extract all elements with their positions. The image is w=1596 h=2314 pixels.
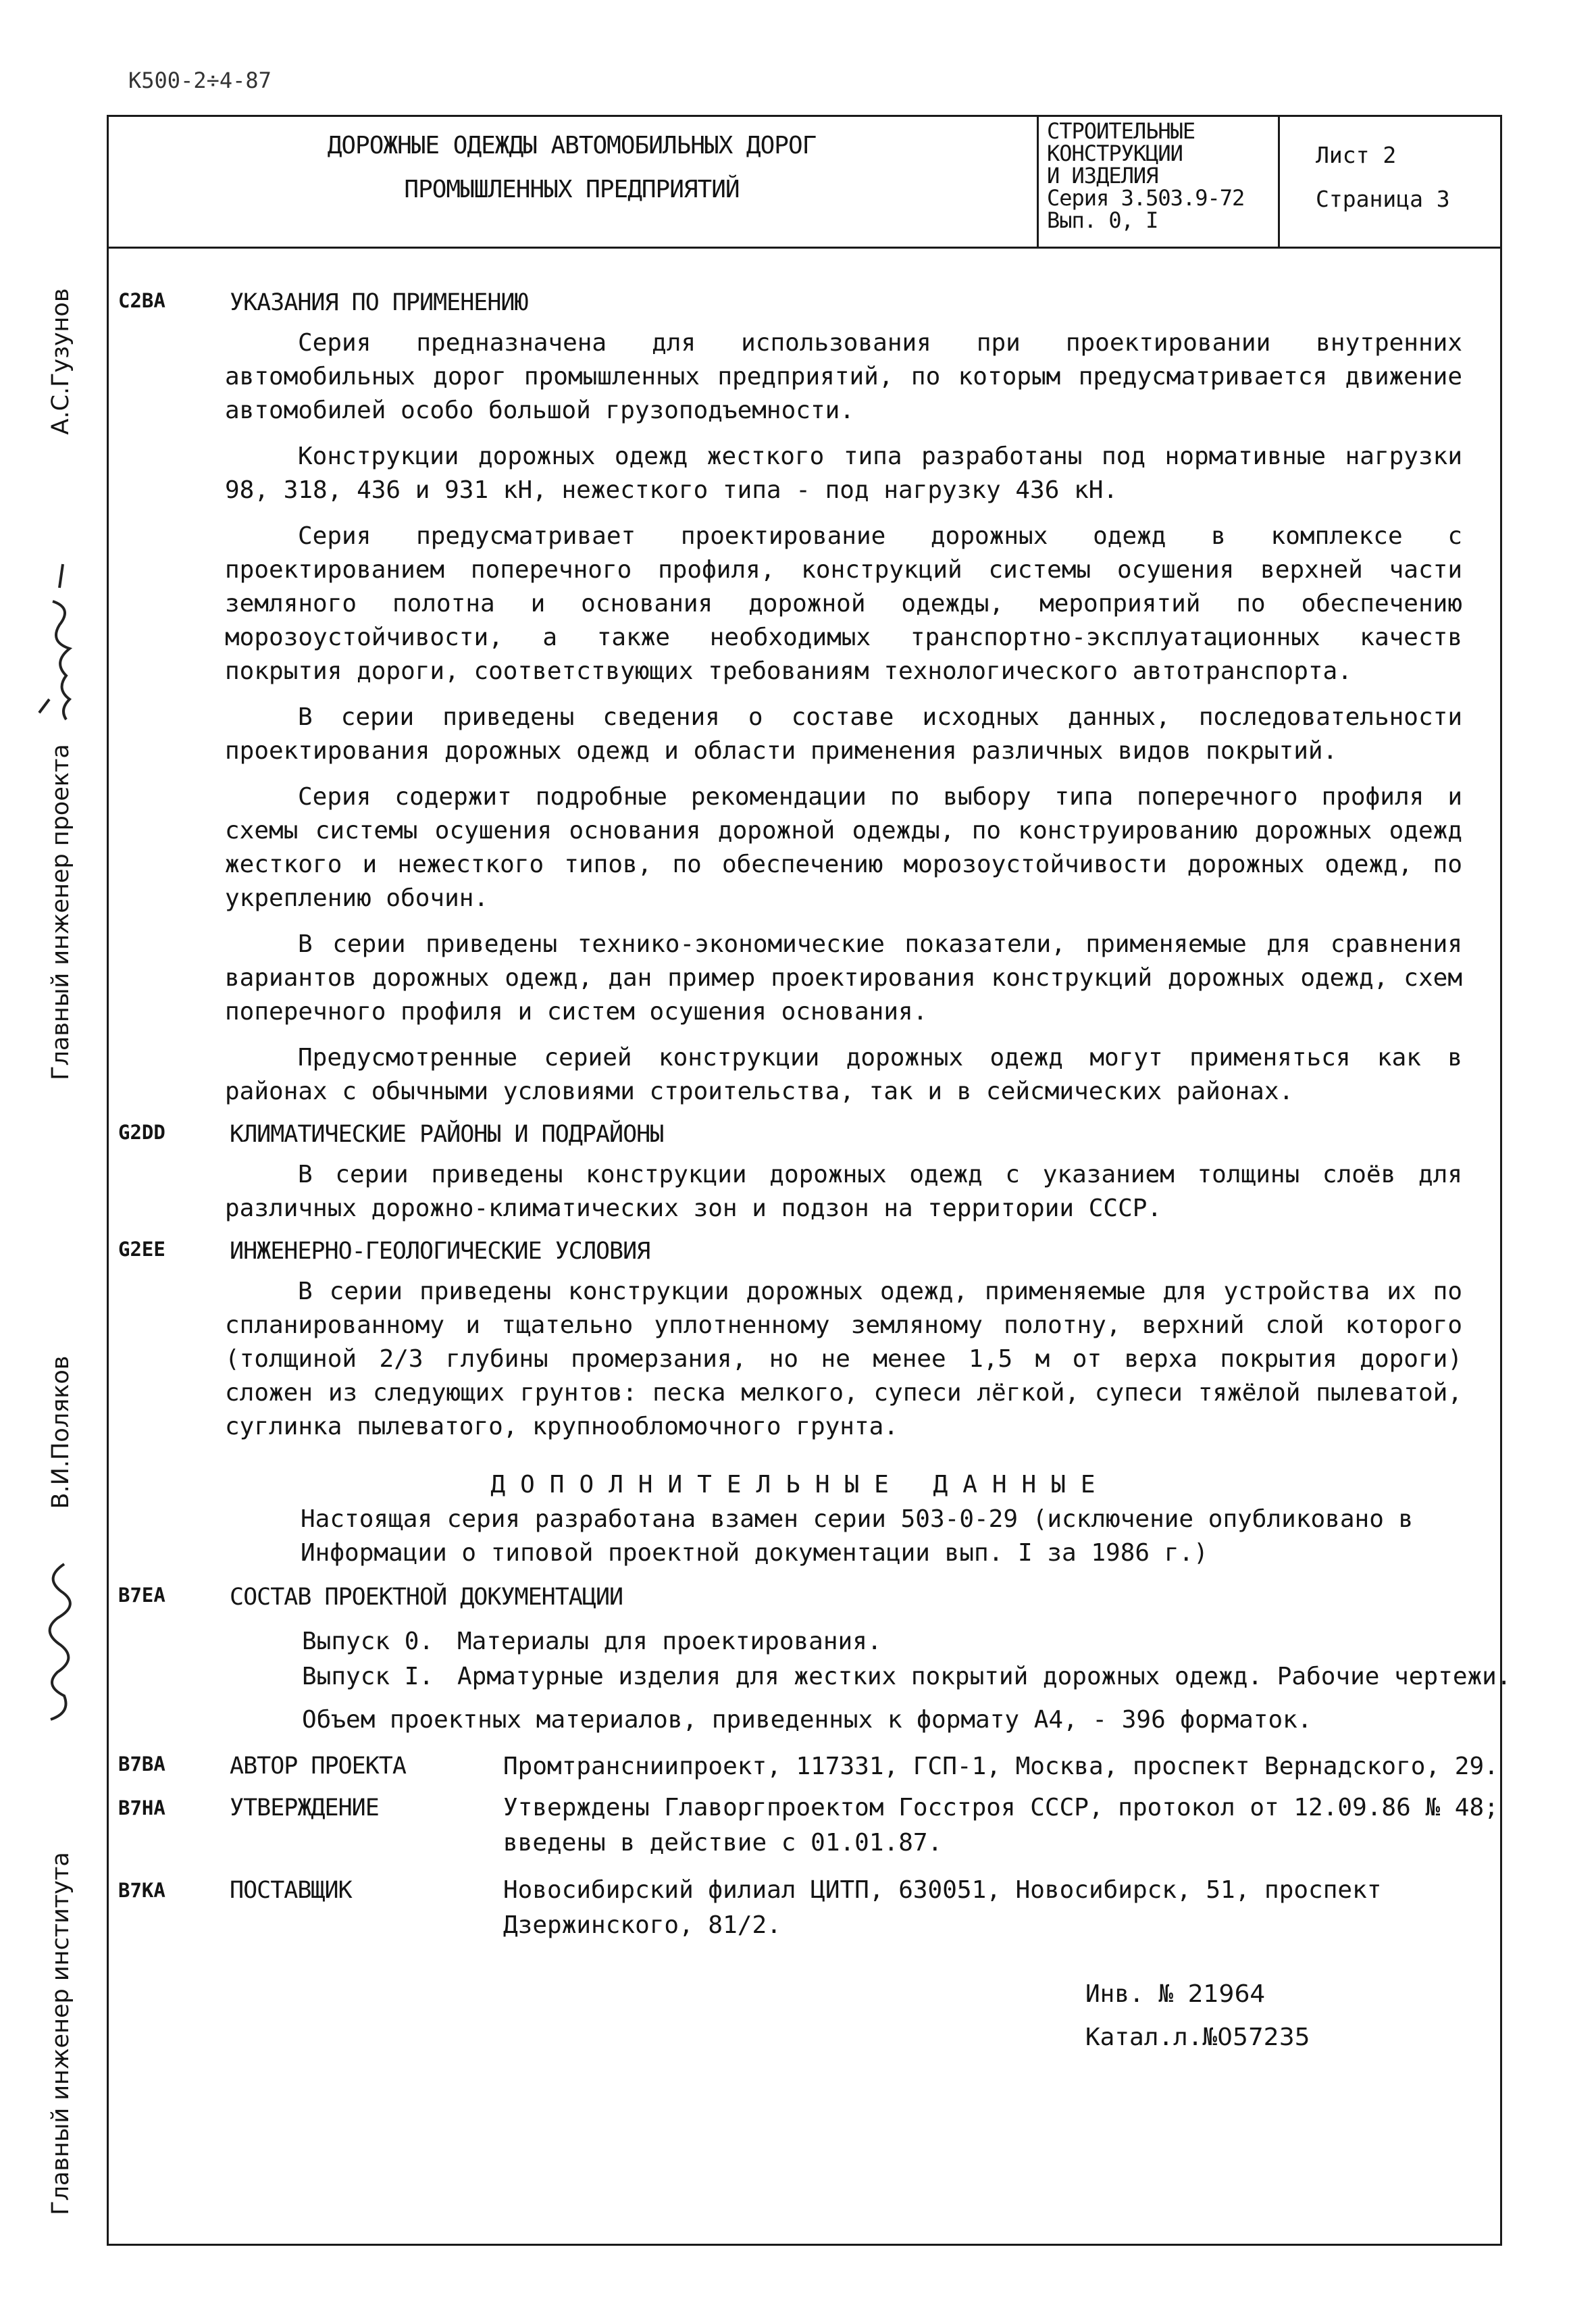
author-label: АВТОР ПРОЕКТА (230, 1753, 406, 1780)
supplier-line-2: Дзержинского, 81/2. (503, 1911, 781, 1939)
composition-volume: Объем проектных материалов, приведенных к формату А4, - 396 форматок. (302, 1706, 1312, 1734)
approval-line-1: Утверждены Главоргпроектом Госстроя СССР, протокол от 12.09.86 № 48; (503, 1794, 1499, 1821)
climate-paragraph-1: В серии приведены конструкции дорожных одежд с указанием толщины слоёв для различных дорожно-климатических зон и подзон на территории СССР. (225, 1161, 1462, 1222)
side-label-chief-engineer-project: Главный инженер проекта (47, 744, 74, 1080)
section-title-composition: СОСТАВ ПРОЕКТНОЙ ДОКУМЕНТАЦИИ (230, 1584, 623, 1611)
usage-paragraph-6: В серии приведены технико-экономические показатели, применяемые для сравнения вариантов дорожных одежд, дан пример проектирования конструкций дорожных одежд, схем поперечного профиля и систем осушения основания. (225, 930, 1462, 1026)
usage-paragraph-3: Серия предусматривает проектирование дорожных одежд в комплексе с проектированием поперечного профиля, конструкций системы осушения верхней части земляного полотна и основания дорожной одежды, мероприятий по обеспечению морозоустойчивости, а также необходимых транспортно-эксплуатационных качеств покрытия дороги, соответствующих требованиям технологического автотранспорта. (225, 522, 1462, 685)
issue-1-text: Арматурные изделия для жестких покрытий дорожных одежд. Рабочие чертежи. (457, 1663, 1512, 1690)
additional-heading: ДОПОЛНИТЕЛЬНЫЕ ДАННЫЕ (490, 1471, 1110, 1499)
signature-2-icon (30, 1551, 91, 1726)
title-line-2: ПРОМЫШЛЕННЫХ ПРЕДПРИЯТИЙ (404, 176, 740, 203)
climate-text (225, 1158, 1462, 1226)
catalog-number: 057235 (1217, 2023, 1310, 2051)
signature-1-icon (32, 561, 93, 723)
composition-issue-0 (302, 1624, 1483, 1659)
section-title-geology: ИНЖЕНЕРНО-ГЕОЛОГИЧЕСКИЕ УСЛОВИЯ (230, 1238, 650, 1265)
supplier-text (503, 1873, 1381, 1943)
usage-paragraph-4: В серии приведены сведения о составе исходных данных, последовательности проектирования дорожных одежд и области применения различных видов покрытий. (225, 703, 1462, 765)
author-code: B7BA (118, 1753, 165, 1776)
inventory-number: 21964 (1187, 1980, 1266, 2008)
series-number: Серия 3.503.9-72 (1047, 185, 1245, 211)
title-block (107, 115, 1502, 249)
sheet-number: Лист 2 (1316, 142, 1397, 168)
issue-0-label: Выпуск 0. (302, 1628, 434, 1655)
additional-text: Настоящая серия разработана взамен серии 503-0-29 (исключение опубликовано в Информации о типовой проектной документации вып. I за 1986 г.) (301, 1505, 1414, 1567)
composition-issue-1 (302, 1659, 1512, 1694)
side-label-chief-engineer-institute: Главный инженер института (47, 1852, 74, 2215)
side-label-polyakov: В.И.Поляков (47, 1355, 74, 1509)
geology-paragraph-1: В серии приведены конструкции дорожных одежд, применяемые для устройства их по спланированному и тщательно уплотненному земляному полотну, верхний слой которого (толщиной 2/3 глубины промерзания, но не менее 1,5 м от верха покрытия дороги) сложен из следующих грунтов: песка мелкого, супеси лёгкой, супеси тяжёлой пылеватой, суглинка пылеватого, крупнообломочного грунта. (225, 1278, 1462, 1440)
usage-text (225, 326, 1462, 1109)
supplier-code: B7KA (118, 1879, 165, 1902)
section-title-climate: КЛИМАТИЧЕСКИЕ РАЙОНЫ И ПОДРАЙОНЫ (230, 1121, 664, 1148)
usage-paragraph-1: Серия предназначена для использования при проектировании внутренних автомобильных дорог промышленных предприятий, по которым предусматривается движение автомобилей особо большой грузоподъемности. (225, 329, 1462, 424)
usage-paragraph-2: Конструкции дорожных одежд жесткого типа разработаны под нормативные нагрузки 98, 318, 436 и 931 кН, нежесткого типа - под нагрузку 436 кН. (225, 443, 1462, 504)
usage-paragraph-7: Предусмотренные серией конструкции дорожных одежд могут применяться как в районах с обычными условиями строительства, так и в сейсмических районах. (225, 1044, 1462, 1105)
approval-code: B7HA (118, 1796, 165, 1819)
composition-list (302, 1624, 1512, 1738)
issue-1-label: Выпуск I. (302, 1663, 434, 1690)
side-label-top-name: А.С.Гузунов (47, 288, 74, 435)
section-code-composition: B7EA (118, 1584, 165, 1607)
supplier-line-1: Новосибирский филиал ЦИТП, 630051, Новосибирск, 51, проспект (503, 1876, 1382, 1904)
main-content (118, 289, 1512, 2059)
approval-line-2: введены в действие с 01.01.87. (503, 1829, 943, 1857)
inventory-block (1085, 1973, 1483, 2059)
catalog-number-row (1085, 2016, 1483, 2059)
title-block-title (107, 115, 1039, 247)
section-code-climate: G2DD (118, 1121, 165, 1144)
supplier-label: ПОСТАВЩИК (230, 1877, 352, 1904)
category-line-2: КОНСТРУКЦИИ (1047, 141, 1183, 166)
category-line-3: И ИЗДЕЛИЯ (1047, 163, 1158, 188)
inventory-number-row (1085, 1973, 1483, 2016)
title-block-sheet (1283, 115, 1499, 247)
document-code: К500-2÷4-87 (128, 68, 272, 93)
catalog-label: Катал.л.№ (1085, 2023, 1218, 2051)
title-block-category (1039, 115, 1280, 247)
section-title-usage: УКАЗАНИЯ ПО ПРИМЕНЕНИЮ (230, 289, 528, 316)
inventory-label: Инв. № (1085, 1980, 1174, 2008)
approval-label: УТВЕРЖДЕНИЕ (230, 1794, 379, 1821)
category-line-1: СТРОИТЕЛЬНЫЕ (1047, 118, 1195, 144)
usage-paragraph-5: Серия содержит подробные рекомендации по выбору типа поперечного профиля и схемы системы осушения основания дорожной одежды, по конструированию дорожных одежд жесткого и нежесткого типов, по обеспечению морозоустойчивости дорожных одежд, по укреплению обочин. (225, 783, 1462, 912)
page-number: Страница 3 (1316, 186, 1450, 212)
issue-number: Вып. 0, I (1047, 207, 1158, 233)
geology-text (225, 1275, 1462, 1444)
author-text: Промтрансниипроект, 117331, ГСП-1, Москва, проспект Вернадского, 29. (503, 1753, 1499, 1780)
issue-0-text: Материалы для проектирования. (457, 1628, 882, 1655)
section-code-geology: G2EE (118, 1238, 165, 1261)
title-line-1: ДОРОЖНЫЕ ОДЕЖДЫ АВТОМОБИЛЬНЫХ ДОРОГ (327, 132, 817, 159)
section-code-usage: C2BA (118, 289, 165, 312)
approval-text (503, 1790, 1499, 1861)
